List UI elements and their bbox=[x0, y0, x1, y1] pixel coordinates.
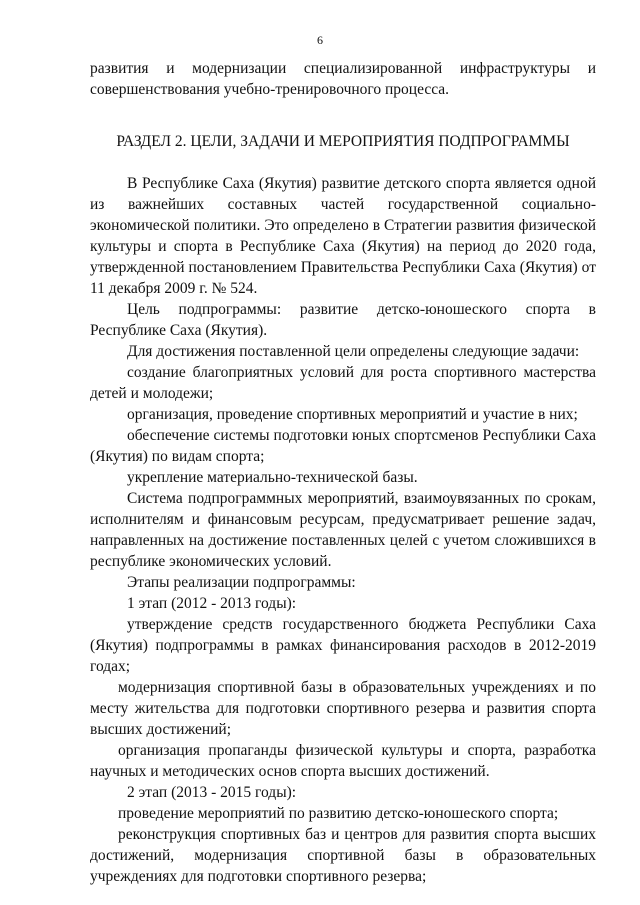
document-body bbox=[90, 58, 596, 887]
paragraph-goal: Цель подпрограммы: развитие детско-юношеского спорта в Республике Саха (Якутия). bbox=[90, 301, 596, 339]
task-item-3: обеспечение системы подготовки юных спортсменов Республики Саха (Якутия) по видам спорта; bbox=[90, 427, 596, 465]
stage-1-title: 1 этап (2012 - 2013 годы): bbox=[127, 595, 297, 612]
task-item-2: организация, проведение спортивных мероприятий и участие в них; bbox=[127, 406, 578, 423]
page-number: 6 bbox=[317, 33, 323, 47]
stage-2-item-2: реконструкция спортивных баз и центров для развития спорта высших достижений, модернизация спортивной базы в образовательных учреждениях для подготовки спортивного резерва; bbox=[90, 826, 596, 885]
task-item-1: создание благоприятных условий для роста спортивного мастерства детей и молодежи; bbox=[90, 364, 596, 402]
paragraph-strategy: В Республике Саха (Якутия) развитие детского спорта является одной из важнейших составных частей государственной социально-экономической политики. Это определено в Стратегии развития физической культуры и спорта в Республике Саха (Якутия) на период до 2020 года, утвержденной постановлением Правительства Республики Саха (Якутия) от 11 декабря 2009 г. № 524. bbox=[90, 175, 596, 297]
paragraph-system: Система подпрограммных мероприятий, взаимоувязанных по срокам, исполнителям и финансовым ресурсам, предусматривает решение задач, направленных на достижение поставленных целей с учетом сложившихся в республике экономических условий. bbox=[90, 490, 596, 570]
stage-1-item-2: модернизация спортивной базы в образовательных учреждениях и по месту жительства для подготовки спортивного резерва и развития спорта высших достижений; bbox=[90, 679, 596, 738]
stage-2-item-1: проведение мероприятий по развитию детско-юношеского спорта; bbox=[118, 805, 559, 822]
stage-1-item-3: организация пропаганды физической культуры и спорта, разработка научных и методических основ спорта высших достижений. bbox=[90, 742, 596, 780]
task-item-4: укрепление материально-технической базы. bbox=[127, 469, 418, 486]
stage-1-item-1: утверждение средств государственного бюджета Республики Саха (Якутия) подпрограммы в рамках финансирования расходов в 2012-2019 годах; bbox=[90, 616, 596, 675]
section-heading: РАЗДЕЛ 2. ЦЕЛИ, ЗАДАЧИ И МЕРОПРИЯТИЯ ПОДПРОГРАММЫ bbox=[116, 133, 570, 150]
paragraph-stages-intro: Этапы реализации подпрограммы: bbox=[127, 574, 356, 591]
paragraph-tasks-intro: Для достижения поставленной цели определены следующие задачи: bbox=[127, 343, 580, 360]
intro-paragraph: развития и модернизации специализированной инфраструктуры и совершенствования учебно-тренировочного процесса. bbox=[90, 60, 596, 98]
stage-2-title: 2 этап (2013 - 2015 годы): bbox=[127, 784, 297, 801]
